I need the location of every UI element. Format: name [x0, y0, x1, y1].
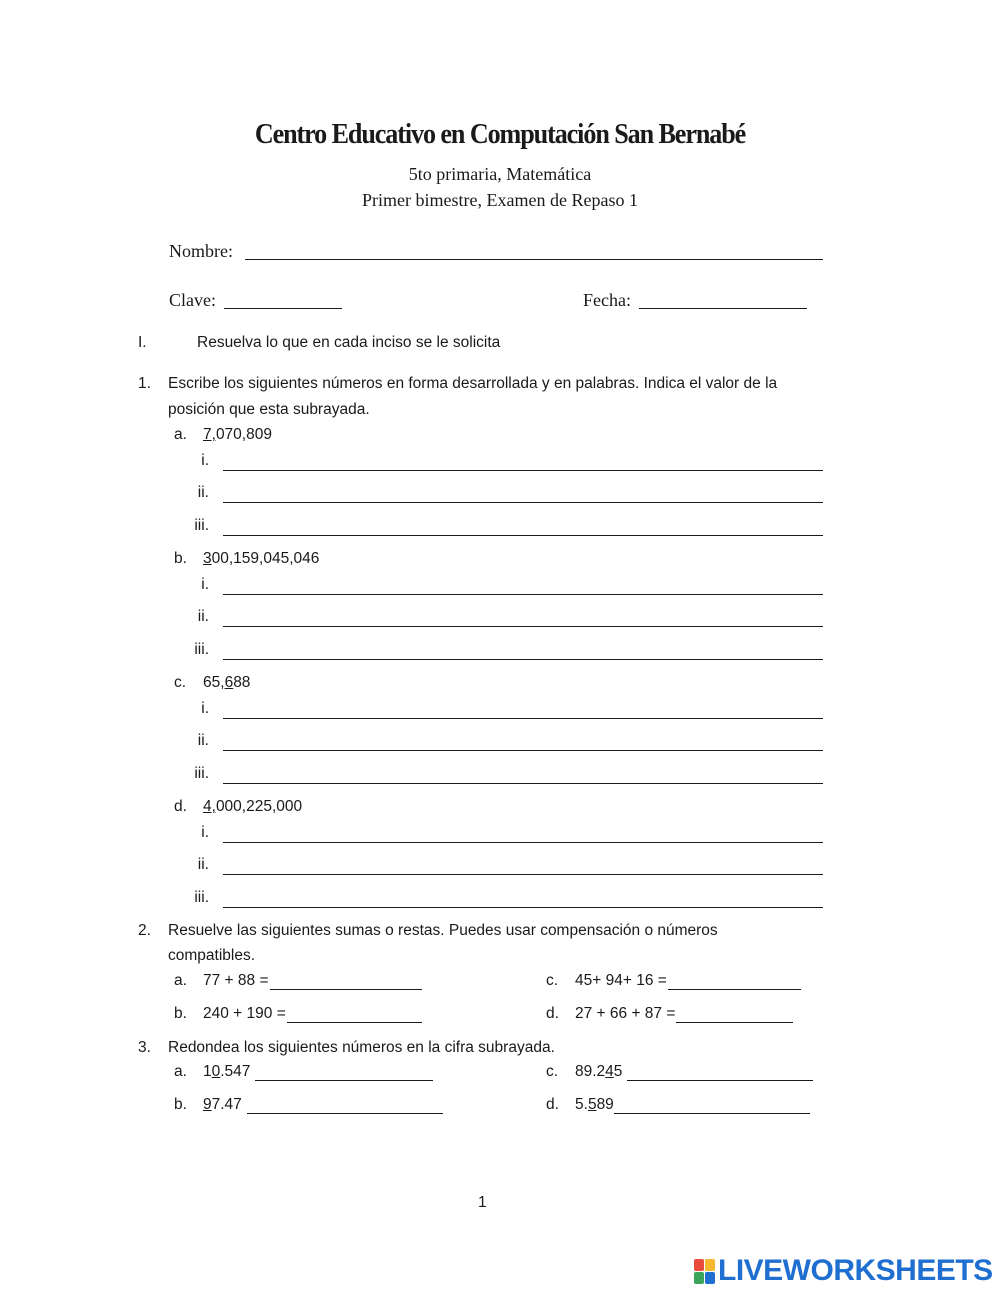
answer-line[interactable]	[247, 1097, 443, 1114]
number-part: 65,	[203, 674, 225, 691]
logo-blocks-icon	[694, 1259, 715, 1284]
answer-line[interactable]	[223, 535, 823, 536]
answer-line[interactable]	[223, 874, 823, 875]
sub-label: iii.	[194, 889, 209, 906]
answer-line[interactable]	[614, 1097, 810, 1114]
sum-expression	[203, 972, 422, 990]
answer-line[interactable]	[676, 1006, 793, 1023]
answer-line[interactable]	[223, 907, 823, 908]
q3-text-line1: Redondea los siguientes números en la cifra subrayada.	[168, 1039, 555, 1056]
number-part: 1	[203, 1063, 212, 1080]
answer-line[interactable]	[270, 973, 422, 990]
sum-expression	[575, 1005, 793, 1023]
answer-line[interactable]	[223, 470, 823, 471]
item-letter: c.	[174, 674, 187, 691]
clave-label: Clave:	[169, 290, 216, 310]
item-letter: c.	[546, 972, 559, 989]
q1-number: 1.	[138, 375, 151, 392]
number-part: 5	[613, 1063, 623, 1080]
round-number	[203, 1063, 433, 1081]
exam-subtitle: Primer bimestre, Examen de Repaso 1	[362, 190, 638, 210]
item-number	[203, 798, 302, 816]
liveworksheets-logo	[694, 1254, 993, 1288]
answer-line[interactable]	[223, 502, 823, 503]
underlined-digit: 4,	[203, 798, 216, 815]
underlined-digit: 5	[587, 1096, 597, 1113]
sub-label: ii.	[197, 484, 209, 501]
item-letter: d.	[174, 798, 187, 815]
page-number: 1	[478, 1194, 487, 1211]
item-letter: a.	[174, 1063, 187, 1080]
sub-label: i.	[201, 576, 209, 593]
answer-line[interactable]	[223, 842, 823, 843]
sum-text: 240 + 190 =	[203, 1005, 286, 1022]
q2-text-line1: Resuelve las siguientes sumas o restas. Puedes usar compensación o números	[168, 922, 718, 939]
number-part: 5.	[575, 1096, 588, 1113]
answer-line[interactable]	[223, 718, 823, 719]
section-instruction: Resuelva lo que en cada inciso se le solicita	[197, 334, 501, 351]
grade-subtitle: 5to primaria, Matemática	[408, 164, 592, 184]
sub-label: iii.	[194, 517, 209, 534]
item-number	[203, 426, 272, 444]
answer-line[interactable]	[627, 1064, 813, 1081]
item-letter: d.	[546, 1096, 559, 1113]
number-part: 00,159,045,046	[211, 550, 320, 567]
round-number	[203, 1096, 443, 1114]
underlined-digit: 0	[211, 1063, 221, 1080]
answer-line[interactable]	[255, 1064, 433, 1081]
sum-text: 45+ 94+ 16 =	[575, 972, 667, 989]
fecha-field[interactable]	[639, 308, 807, 309]
sub-label: iii.	[194, 765, 209, 782]
underlined-digit: 3	[203, 550, 212, 567]
sub-label: ii.	[197, 732, 209, 749]
sub-label: iii.	[194, 641, 209, 658]
sub-label: i.	[201, 824, 209, 841]
school-title: Centro Educativo en Computación San Bernabé	[254, 118, 746, 150]
answer-line[interactable]	[223, 626, 823, 627]
brand-text: LIVEWORKSHEETS	[718, 1254, 993, 1287]
round-number	[575, 1063, 813, 1081]
q1-text-line1: Escribe los siguientes números en forma desarrollada y en palabras. Indica el valor de la	[168, 375, 778, 392]
number-part: 7.47	[211, 1096, 242, 1113]
sum-expression	[575, 972, 801, 990]
item-letter: d.	[546, 1005, 559, 1022]
sub-label: i.	[201, 700, 209, 717]
answer-line[interactable]	[668, 973, 801, 990]
fecha-label: Fecha:	[583, 290, 631, 310]
clave-field[interactable]	[224, 308, 342, 309]
q2-text-line2: compatibles.	[168, 947, 256, 964]
q3-number: 3.	[138, 1039, 151, 1056]
item-letter: c.	[546, 1063, 559, 1080]
answer-line[interactable]	[223, 594, 823, 595]
number-part: 88	[233, 674, 251, 691]
nombre-label: Nombre:	[169, 241, 233, 261]
item-letter: b.	[174, 1005, 187, 1022]
answer-line[interactable]	[223, 783, 823, 784]
sub-label: i.	[201, 452, 209, 469]
number-part: .547	[220, 1063, 251, 1080]
round-number	[575, 1096, 810, 1114]
number-part: 070,809	[215, 426, 272, 443]
section-number: I.	[138, 334, 147, 351]
nombre-field[interactable]	[245, 259, 823, 260]
underlined-digit: 6	[224, 674, 234, 691]
sub-label: ii.	[197, 856, 209, 873]
number-part: 89.2	[575, 1063, 606, 1080]
item-number	[203, 674, 250, 692]
q1-text-line2: posición que esta subrayada.	[168, 401, 370, 418]
answer-line[interactable]	[223, 659, 823, 660]
underlined-digit: 7,	[203, 426, 216, 443]
underlined-digit: 4	[605, 1063, 614, 1080]
sum-expression	[203, 1005, 422, 1023]
answer-line[interactable]	[287, 1006, 422, 1023]
item-letter: b.	[174, 1096, 187, 1113]
sum-text: 27 + 66 + 87 =	[575, 1005, 676, 1022]
number-part: 89	[596, 1096, 614, 1113]
item-letter: a.	[174, 972, 187, 989]
underlined-digit: 9	[203, 1096, 212, 1113]
answer-line[interactable]	[223, 750, 823, 751]
item-letter: b.	[174, 550, 187, 567]
sum-text: 77 + 88 =	[203, 972, 269, 989]
item-number	[203, 550, 319, 568]
sub-label: ii.	[197, 608, 209, 625]
q2-number: 2.	[138, 922, 151, 939]
item-letter: a.	[174, 426, 187, 443]
number-part: 000,225,000	[215, 798, 303, 815]
